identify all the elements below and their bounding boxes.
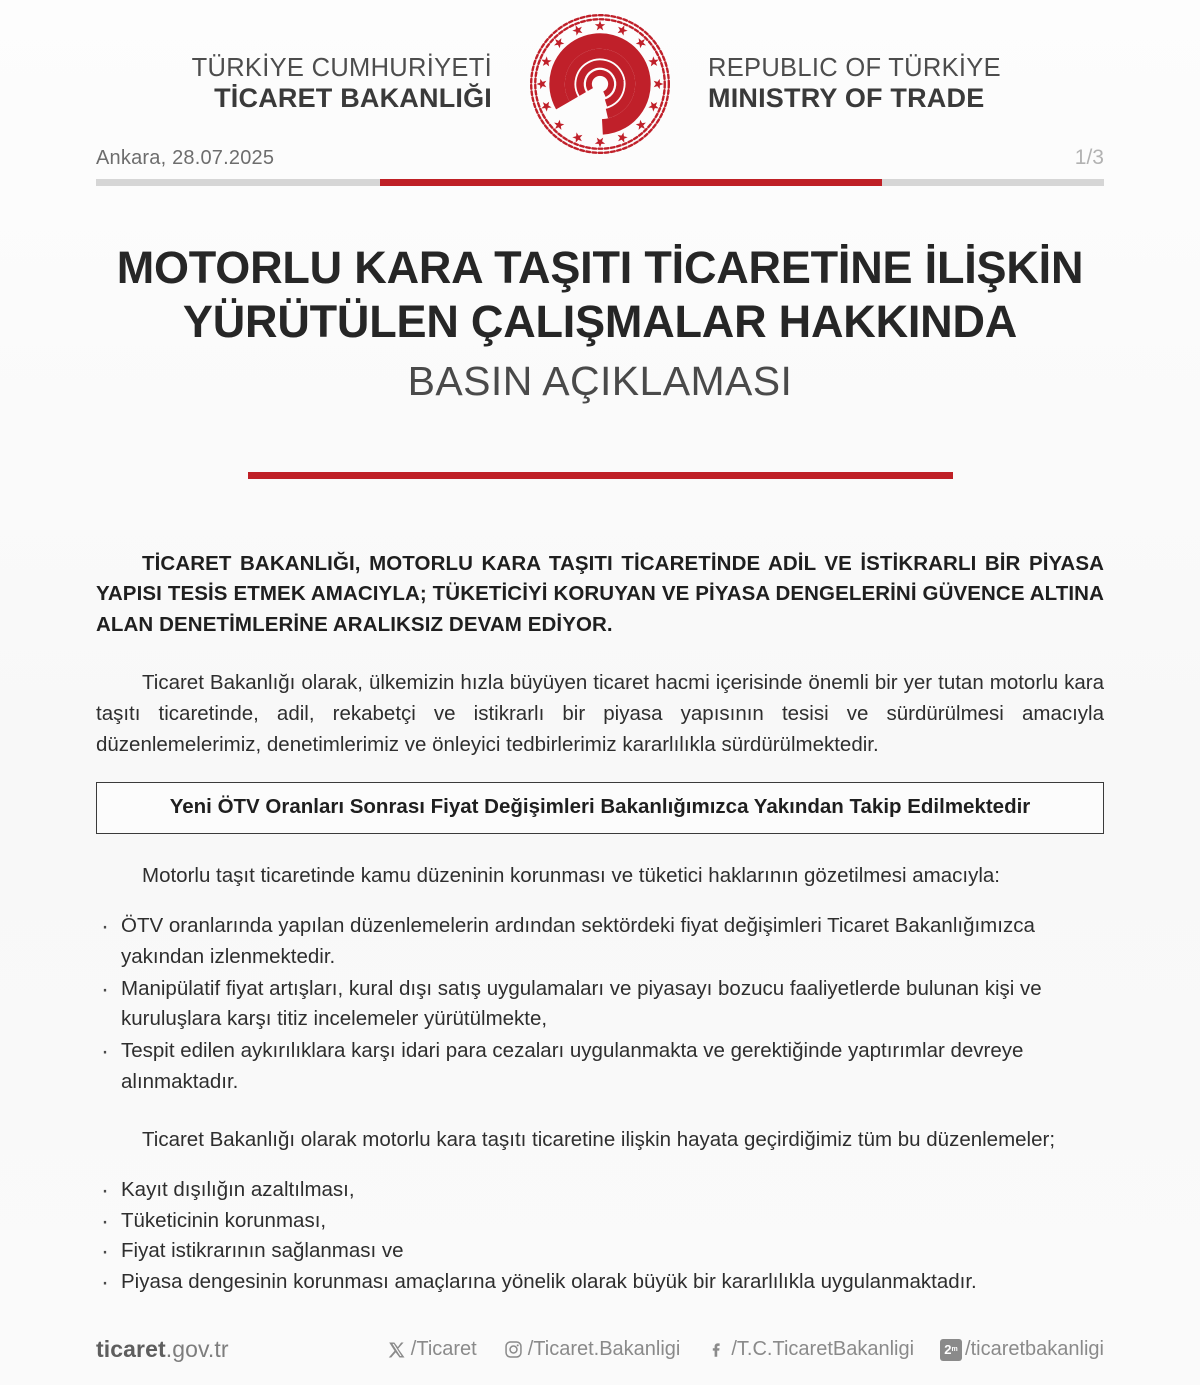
website-url-bold: ticaret xyxy=(96,1336,166,1362)
list-item: · Fiyat istikrarının sağlanması ve xyxy=(96,1236,1104,1267)
body-paragraph-2: Motorlu taşıt ticaretinde kamu düzeninin korunması ve tüketici haklarının gözetilmesi amacıyla: xyxy=(142,864,1000,888)
ministry-lockup-turkish xyxy=(122,53,526,115)
header-divider-bar xyxy=(96,179,1104,186)
social-handle: /Ticaret.Bakanligi xyxy=(527,1338,681,1360)
ministry-lockup-english xyxy=(674,53,1078,115)
social-link-instagram[interactable] xyxy=(503,1338,681,1361)
youtube-shorts-icon: 2 m xyxy=(940,1339,962,1361)
facebook-icon xyxy=(706,1339,728,1361)
bullet-list-goals xyxy=(96,1175,1104,1298)
page-title-line-1: MOTORLU KARA TAŞITI TİCARETİNE İLİŞKİN xyxy=(116,242,1084,293)
republic-label-tr: TÜRKİYE CUMHURİYETİ xyxy=(191,54,492,83)
social-handle: /Ticaret xyxy=(410,1338,477,1360)
list-item: · Piyasa dengesinin korunması amaçlarına yönelik olarak büyük bir kararlılıkla uygulanmaktadır. xyxy=(96,1267,1104,1298)
social-link-youtube-shorts[interactable] xyxy=(940,1338,1104,1361)
lead-statement: TİCARET BAKANLIĞI, MOTORLU KARA TAŞITI TİCARETİNDE ADİL VE İSTİKRARLI BİR PİYASA YAPISI TESİS ETMEK AMACIYLA; TÜKETİCİYİ KORUYAN VE PİYASA DENGELERİNİ GÜVENCE ALTINA ALAN DENETİMLERİNE ARALIKSIZ DEVAM EDİYOR. xyxy=(96,551,1104,637)
list-item: · Tüketicinin korunması, xyxy=(96,1206,1104,1237)
callout-heading: Yeni ÖTV Oranları Sonrası Fiyat Değişimleri Bakanlığımızca Yakından Takip Edilmektedir xyxy=(169,795,1031,819)
website-url[interactable] xyxy=(96,1336,229,1363)
body-paragraph-3: Ticaret Bakanlığı olarak motorlu kara taşıtı ticaretine ilişkin hayata geçirdiğimiz tüm bu düzenlemeler; xyxy=(142,1127,1056,1151)
social-handle: /ticaretbakanligi xyxy=(965,1338,1104,1360)
social-link-facebook[interactable] xyxy=(706,1338,914,1361)
body-paragraph-1: Ticaret Bakanlığı olarak, ülkemizin hızla büyüyen ticaret hacmi içerisinde önemli bir yer tutan motorlu kara taşıtı ticaretinde, adil, rekabetçi ve istikrarlı bir piyasa yapısının tesisi ve sürdürülmesi amacıyla düzenlemelerimiz, denetimlerimiz ve önleyici tedbirlerimiz kararlılıkla sürdürülmektedir. xyxy=(96,670,1104,757)
page-subtitle: BASIN AÇIKLAMASI xyxy=(407,358,793,404)
callout-box xyxy=(96,782,1104,834)
list-item: · Tespit edilen aykırılıklara karşı idari para cezaları uygulanmakta ve gerektiğinde yaptırımlar devreye alınmaktadır. xyxy=(96,1036,1104,1098)
instagram-icon xyxy=(503,1339,525,1361)
x-twitter-icon xyxy=(386,1339,408,1361)
document-body xyxy=(0,479,1200,1298)
bullet-list-measures xyxy=(96,911,1104,1098)
document-footer xyxy=(0,1336,1200,1363)
title-accent-rule xyxy=(248,472,953,479)
list-item: · ÖTV oranlarında yapılan düzenlemelerin ardından sektördeki fiyat değişimleri Ticaret Bakanlığımızca yakından izlenmektedir. xyxy=(96,911,1104,973)
social-links xyxy=(386,1338,1104,1361)
social-handle: /T.C.TicaretBakanligi xyxy=(731,1338,915,1360)
republic-label-en: REPUBLIC OF TÜRKİYE xyxy=(708,54,1001,83)
header-divider-accent xyxy=(380,179,882,186)
social-link-x[interactable] xyxy=(386,1338,477,1361)
turkish-republic-emblem xyxy=(526,10,674,158)
document-header xyxy=(0,0,1200,140)
list-item: · Kayıt dışılığın azaltılması, xyxy=(96,1175,1104,1206)
website-url-rest: .gov.tr xyxy=(165,1336,229,1362)
dateline: Ankara, 28.07.2025 xyxy=(96,147,275,169)
ministry-label-tr: TİCARET BAKANLIĞI xyxy=(214,83,492,114)
ministry-label-en: MINISTRY OF TRADE xyxy=(708,83,985,114)
page-indicator: 1/3 xyxy=(1074,146,1104,169)
title-block xyxy=(0,186,1200,479)
page-title-line-2: YÜRÜTÜLEN ÇALIŞMALAR HAKKINDA xyxy=(182,296,1018,347)
list-item: · Manipülatif fiyat artışları, kural dışı satış uygulamaları ve piyasayı bozucu faaliyetlerde bulunan kişi ve kuruluşlara karşı titiz incelemeler yürütülmekte, xyxy=(96,974,1104,1036)
